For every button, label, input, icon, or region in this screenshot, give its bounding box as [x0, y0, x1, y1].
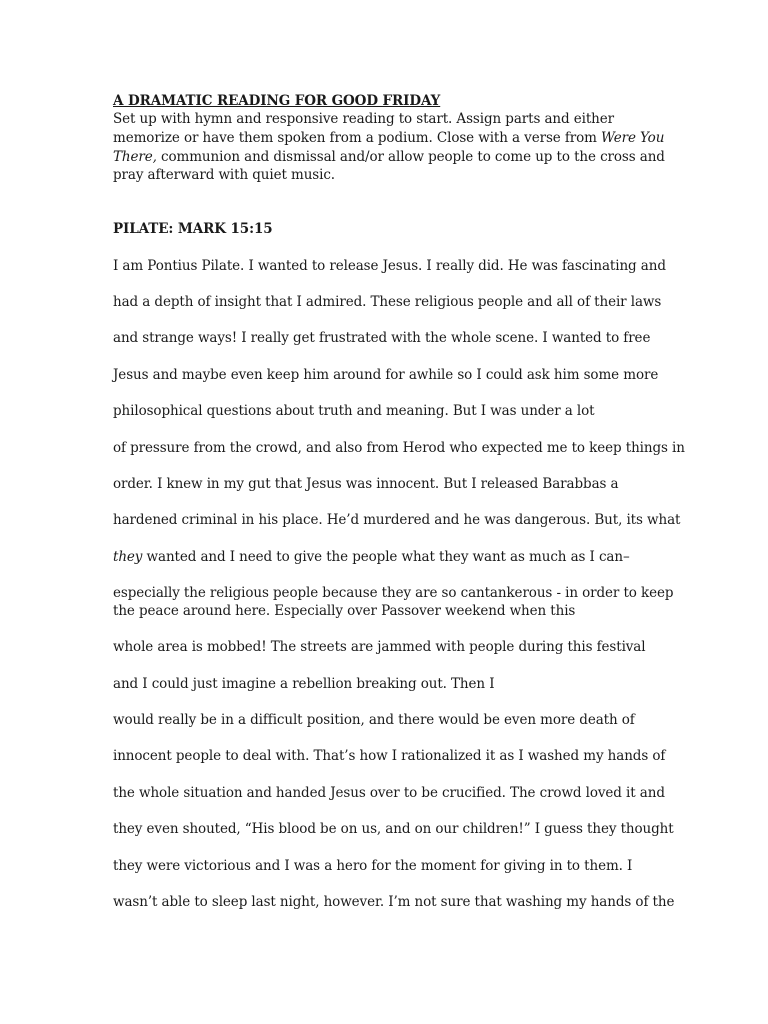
intro-line [113, 130, 664, 146]
monologue-line: Jesus and maybe even keep him around for awhile so I could ask him some more [113, 367, 659, 383]
monologue-line: and strange ways! I really get frustrated with the whole scene. I wanted to free [113, 330, 651, 346]
monologue-line: philosophical questions about truth and meaning. But I was under a lot [113, 403, 595, 419]
monologue-line: of pressure from the crowd, and also from Herod who expected me to keep things in [113, 440, 685, 456]
monologue-line: they were victorious and I was a hero for the moment for giving in to them. I [113, 858, 633, 874]
monologue-line: whole area is mobbed! The streets are jammed with people during this festival [113, 639, 646, 655]
monologue-line: the peace around here. Especially over Passover weekend when this [113, 603, 576, 619]
monologue-line: especially the religious people because they are so cantankerous - in order to keep [113, 585, 674, 601]
monologue-line: wasn’t able to sleep last night, however. I’m not sure that washing my hands of the [113, 894, 675, 910]
monologue-line: hardened criminal in his place. He’d murdered and he was dangerous. But, its what [113, 512, 681, 528]
monologue-line: and I could just imagine a rebellion breaking out. Then I [113, 676, 495, 692]
intro-text: memorize or have them spoken from a podium. Close with a verse from [113, 130, 602, 146]
intro-line: pray afterward with quiet music. [113, 167, 336, 183]
intro-line: Set up with hymn and responsive reading to start. Assign parts and either [113, 111, 615, 127]
italic-word: they [113, 549, 143, 565]
section-heading: PILATE: MARK 15:15 [113, 221, 273, 237]
monologue-line: order. I knew in my gut that Jesus was innocent. But I released Barabbas a [113, 476, 619, 492]
hymn-title: Were You [601, 130, 665, 146]
monologue-line: I am Pontius Pilate. I wanted to release Jesus. I really did. He was fascinating and [113, 258, 666, 274]
monologue-text: wanted and I need to give the people what they want as much as I can– [142, 549, 630, 565]
intro-line [113, 149, 665, 165]
document-title: A DRAMATIC READING FOR GOOD FRIDAY [113, 93, 441, 109]
hymn-title: There, [113, 149, 157, 165]
monologue-line: had a depth of insight that I admired. These religious people and all of their laws [113, 294, 662, 310]
intro-text: communion and dismissal and/or allow people to come up to the cross and [156, 149, 665, 165]
monologue-line: the whole situation and handed Jesus over to be crucified. The crowd loved it and [113, 785, 665, 801]
monologue-line: they even shouted, “His blood be on us, and on our children!” I guess they thought [113, 821, 674, 837]
monologue-line: innocent people to deal with. That’s how I rationalized it as I washed my hands of [113, 748, 666, 764]
monologue-line [113, 549, 630, 565]
monologue-line: would really be in a difficult position, and there would be even more death of [113, 712, 635, 728]
